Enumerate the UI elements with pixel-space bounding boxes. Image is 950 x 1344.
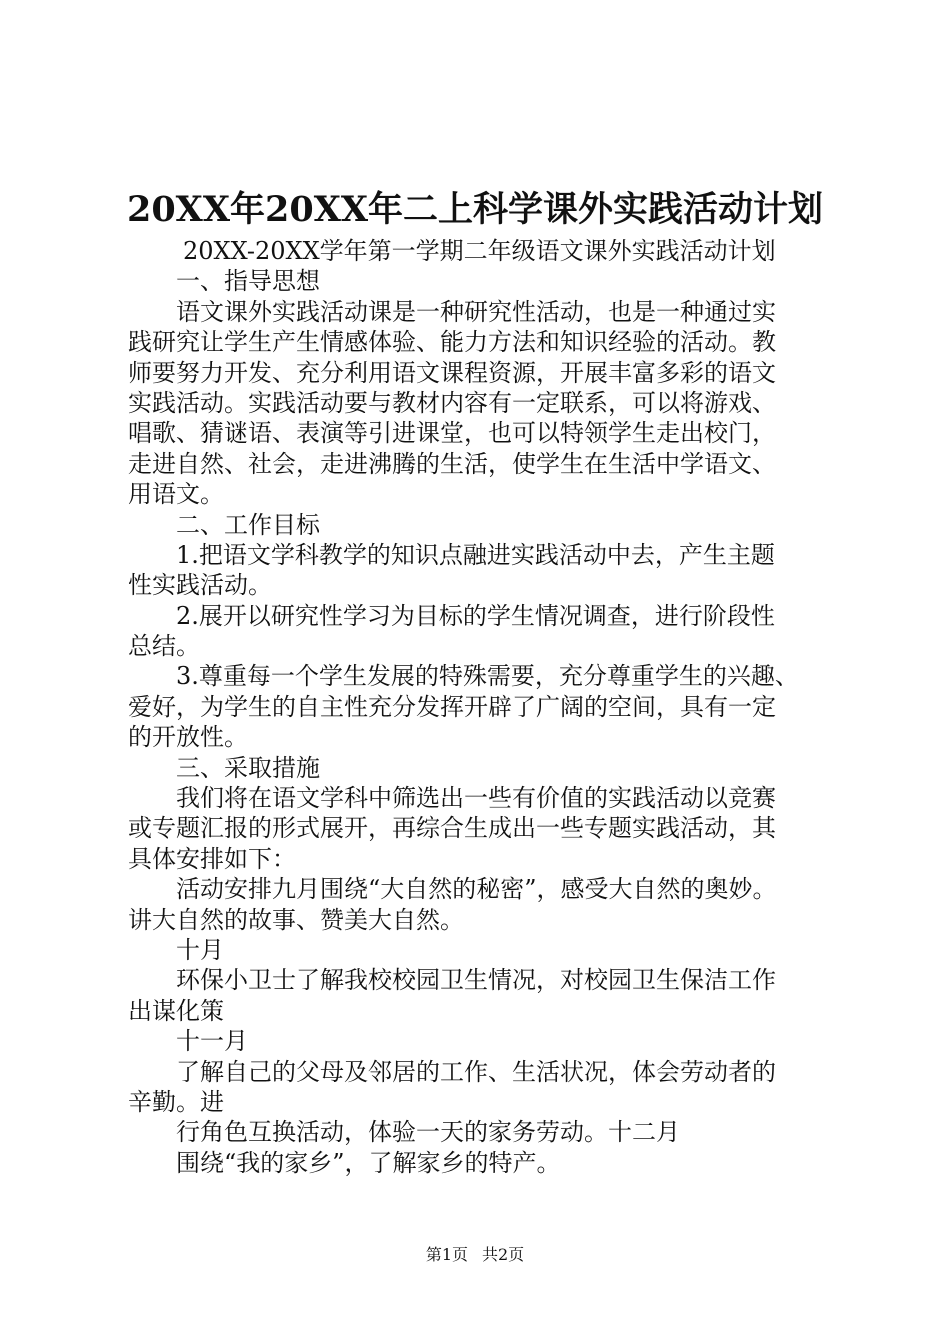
paragraph-line: 总结。 <box>128 632 200 661</box>
subtitle-line: 20XX-20XX学年第一学期二年级语文课外实践活动计划 <box>183 237 776 265</box>
paragraph-line: 走进自然、社会，走进沸腾的生活，使学生在生活中学语文、 <box>128 449 776 478</box>
paragraph-line: 围绕“我的家乡”，了解家乡的特产。 <box>176 1148 561 1177</box>
paragraph-line: 实践活动。实践活动要与教材内容有一定联系，可以将游戏、 <box>128 388 776 417</box>
paragraph-line: 用语文。 <box>128 480 224 509</box>
page-number: 第1页 <box>425 1245 468 1264</box>
paragraph-line: 行角色互换活动，体验一天的家务劳动。十二月 <box>176 1118 680 1147</box>
month-heading: 十月 <box>176 935 224 964</box>
paragraph-line: 我们将在语文学科中筛选出一些有价值的实践活动以竞赛 <box>176 784 776 813</box>
document-body <box>128 236 834 1178</box>
paragraph-line: 的开放性。 <box>128 723 248 752</box>
paragraph-line: 1.把语文学科教学的知识点融进实践活动中去，产生主题 <box>176 540 775 569</box>
paragraph-line: 语文课外实践活动课是一种研究性活动，也是一种通过实 <box>176 297 776 326</box>
paragraph-line: 辛勤。进 <box>128 1087 224 1116</box>
page-total: 共2页 <box>482 1245 525 1264</box>
section-heading: 一、指导思想 <box>176 267 320 296</box>
paragraph-line: 具体安排如下： <box>128 844 296 873</box>
page-footer <box>0 1244 950 1266</box>
paragraph-line: 讲大自然的故事、赞美大自然。 <box>128 905 464 934</box>
paragraph-line: 出谋化策 <box>128 996 224 1025</box>
paragraph-line: 3.尊重每一个学生发展的特殊需要，充分尊重学生的兴趣、 <box>176 662 799 691</box>
paragraph-line: 活动安排九月围绕“大自然的秘密”，感受大自然的奥妙。 <box>176 875 777 904</box>
paragraph-line: 性实践活动。 <box>128 571 272 600</box>
paragraph-line: 爱好，为学生的自主性充分发挥开辟了广阔的空间，具有一定 <box>128 692 776 721</box>
paragraph-line: 环保小卫士了解我校校园卫生情况，对校园卫生保洁工作 <box>176 966 776 995</box>
document-title: 20XX年20XX年二上科学课外实践活动计划 <box>126 189 824 230</box>
paragraph-line: 或专题汇报的形式展开，再综合生成出一些专题实践活动，其 <box>128 814 776 843</box>
paragraph-line: 践研究让学生产生情感体验、能力方法和知识经验的活动。教 <box>128 328 776 357</box>
paragraph-line: 了解自己的父母及邻居的工作、生活状况，体会劳动者的 <box>176 1057 776 1086</box>
paragraph-line: 师要努力开发、充分利用语文课程资源，开展丰富多彩的语文 <box>128 358 776 387</box>
paragraph-line: 唱歌、猜谜语、表演等引进课堂，也可以特领学生走出校门， <box>128 419 776 448</box>
month-heading: 十一月 <box>176 1027 248 1056</box>
section-heading: 三、采取措施 <box>176 753 320 782</box>
paragraph-line: 2.展开以研究性学习为目标的学生情况调查，进行阶段性 <box>176 601 775 630</box>
section-heading: 二、工作目标 <box>176 510 320 539</box>
